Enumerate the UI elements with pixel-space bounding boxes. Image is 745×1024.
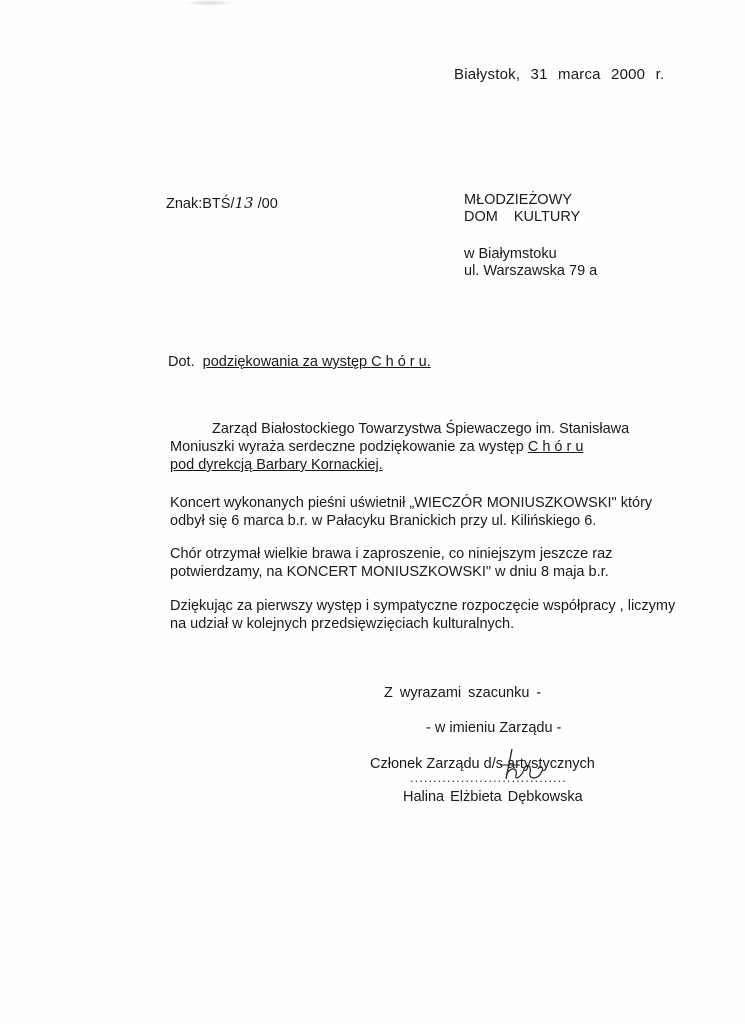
- on-behalf-line: - w imieniu Zarządu -: [426, 720, 562, 736]
- paragraph-1: [170, 420, 690, 474]
- recipient-line-1: MŁODZIEŻOWY: [464, 192, 572, 208]
- recipient-address: [464, 192, 597, 280]
- subject-label: Dot.: [168, 354, 195, 370]
- reference-suffix: /00: [253, 196, 278, 212]
- paragraph-2: Koncert wykonanych pieśni uświetnił „WIECZÓR MONIUSZKOWSKI" który odbył się 6 marca b.r. w Pałacyku Branickich przy ul. Kilińskiego 6.: [170, 495, 653, 529]
- handwritten-number: 13: [234, 194, 254, 212]
- place-and-date: Białystok, 31 marca 2000 r.: [454, 66, 665, 83]
- signer-name: Halina Elżbieta Dębkowska: [403, 789, 583, 805]
- paragraph-1-choir: C h ó r u: [527, 439, 584, 455]
- paragraph-3: Chór otrzymał wielkie brawa i zaproszenie, co niniejszym jeszcze raz potwierdzamy, na KONCERT MONIUSZKOWSKI" w dniu 8 maja b.r.: [170, 546, 613, 580]
- closing-greeting: Z wyrazami szacunku -: [384, 685, 542, 701]
- reference-prefix: Znak:BTŚ/: [166, 196, 235, 212]
- recipient-line-2: DOM KULTURY: [464, 209, 581, 225]
- signature-dots: ..................................: [410, 770, 567, 785]
- member-title: Członek Zarządu d/s artystycznych: [370, 756, 595, 772]
- subject-text: podziękowania za występ C h ó r u.: [202, 354, 431, 370]
- recipient-line-3: w Białymstoku: [464, 246, 557, 262]
- recipient-line-4: ul. Warszawska 79 a: [464, 263, 598, 279]
- paragraph-1-director: pod dyrekcją Barbary Kornackiej.: [170, 457, 383, 473]
- reference-number: [166, 194, 278, 212]
- paragraph-1-text: Zarząd Białostockiego Towarzystwa Śpiewaczego im. Stanisława Moniuszki wyraża serdeczne podziękowanie za występ: [170, 421, 630, 455]
- subject-line: [168, 354, 431, 370]
- paragraph-4: Dziękując za pierwszy występ i sympatyczne rozpoczęcie współpracy , liczymy na udział w kolejnych przedsięwzięciach kulturalnych.: [170, 598, 676, 632]
- scan-smudge: [185, 0, 235, 6]
- handwritten-signature: [498, 745, 558, 785]
